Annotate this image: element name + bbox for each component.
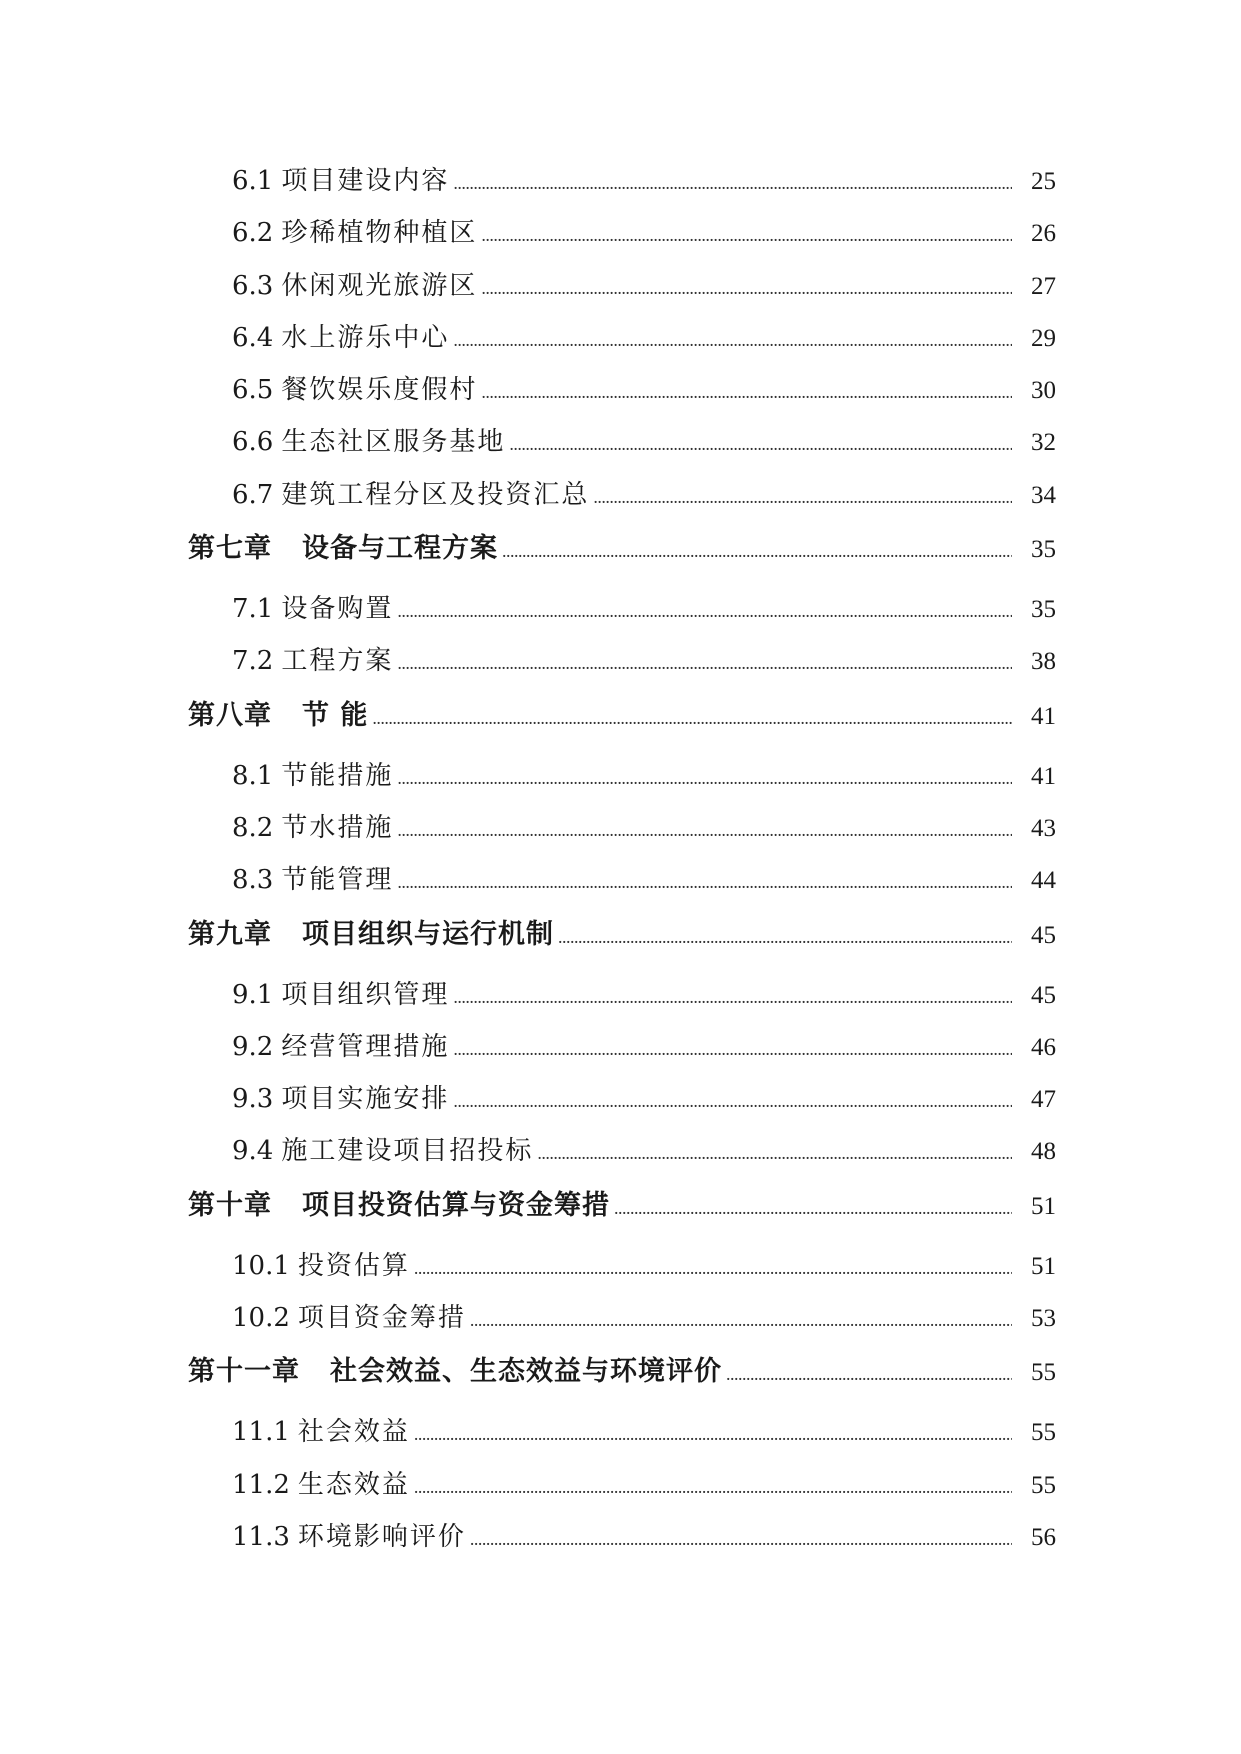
toc-section-entry[interactable] [188,974,1056,1026]
section-number: 6.7 [232,479,274,510]
dot-leader [453,1039,1012,1060]
section-number: 6.3 [232,270,274,301]
dot-leader [414,1258,1012,1279]
page-number: 45 [1031,921,1056,949]
section-number: 11.3 [232,1521,290,1552]
section-title: 项目建设内容 [281,166,450,196]
dot-leader [372,708,1012,729]
toc-section-entry[interactable] [188,1130,1056,1182]
chapter-number: 第十一章 [188,1356,300,1388]
chapter-number: 第七章 [188,533,272,565]
toc-section-entry[interactable] [188,1411,1056,1463]
page-number: 41 [1031,762,1056,790]
page-number: 27 [1031,272,1056,300]
section-number: 8.2 [232,812,274,843]
page-number: 25 [1031,168,1056,195]
section-title: 社会效益 [297,1417,410,1448]
chapter-title: 设备与工程方案 [302,533,498,565]
toc-section-entry[interactable] [188,588,1056,640]
section-number: 9.2 [232,1031,274,1062]
page-number: 55 [1031,1471,1056,1499]
page-number: 45 [1031,981,1056,1009]
section-number: 6.2 [232,218,274,249]
section-title: 设备购置 [281,594,394,625]
toc-section-entry[interactable] [188,369,1056,421]
table-of-contents [188,160,1056,1568]
section-number: 7.2 [232,646,274,677]
toc-section-entry[interactable] [188,1516,1056,1568]
section-number: 11.2 [232,1469,290,1500]
section-title: 项目组织管理 [281,979,450,1010]
dot-leader [453,987,1012,1008]
dot-leader [453,1091,1012,1112]
toc-section-entry[interactable] [188,474,1056,526]
section-number: 6.5 [232,375,274,406]
dot-leader [481,278,1012,299]
section-title: 水上游乐中心 [281,322,450,353]
dot-leader [481,382,1012,403]
toc-section-entry[interactable] [188,859,1056,911]
dot-leader [470,1529,1012,1550]
section-number: 9.4 [232,1136,274,1167]
page-number: 47 [1031,1086,1056,1114]
dot-leader [502,541,1012,562]
dot-leader [397,820,1012,841]
page-number: 46 [1031,1033,1056,1061]
page-number: 55 [1031,1359,1056,1387]
toc-section-entry[interactable] [188,640,1056,692]
page-number: 56 [1031,1523,1056,1551]
toc-chapter-entry[interactable] [188,1349,1056,1411]
section-title: 生态效益 [297,1469,410,1500]
chapter-title: 社会效益、生态效益与环境评价 [330,1356,722,1388]
toc-section-entry[interactable] [188,1078,1056,1130]
section-number: 6.4 [232,322,274,353]
section-title: 休闲观光旅游区 [281,270,478,301]
section-title: 投资估算 [297,1250,410,1281]
section-title: 施工建设项目招投标 [281,1136,534,1167]
toc-chapter-entry[interactable] [188,1183,1056,1245]
toc-section-entry[interactable] [188,421,1056,473]
section-title: 建筑工程分区及投资汇总 [281,479,590,510]
toc-section-entry[interactable] [188,807,1056,859]
toc-section-entry[interactable] [188,265,1056,317]
page-number: 35 [1031,536,1056,564]
section-number: 6.1 [232,166,274,196]
dot-leader [509,434,1012,455]
chapter-number: 第八章 [188,699,272,731]
chapter-title: 项目组织与运行机制 [302,918,554,950]
page-number: 32 [1031,429,1056,457]
section-title: 餐饮娱乐度假村 [281,375,478,406]
page-number: 43 [1031,814,1056,842]
chapter-number: 第九章 [188,918,272,950]
section-number: 8.1 [232,760,274,791]
section-title: 工程方案 [281,646,394,677]
page-number: 51 [1031,1252,1056,1280]
section-number: 8.3 [232,865,274,896]
chapter-number: 第十章 [188,1189,272,1221]
toc-section-entry[interactable] [188,1026,1056,1078]
section-number: 9.1 [232,979,274,1010]
section-title: 珍稀植物种植区 [281,218,478,249]
section-title: 项目资金筹措 [297,1303,466,1334]
toc-section-entry[interactable] [188,755,1056,807]
page-number: 30 [1031,377,1056,405]
page-number: 26 [1031,220,1056,248]
toc-section-entry[interactable] [188,160,1056,212]
section-number: 10.1 [232,1250,290,1281]
dot-leader [397,872,1012,893]
section-number: 10.2 [232,1303,290,1334]
dot-leader [397,601,1012,622]
page-number: 34 [1031,481,1056,509]
toc-section-entry[interactable] [188,317,1056,369]
dot-leader [593,487,1012,508]
page-number: 51 [1031,1192,1056,1220]
section-number: 9.3 [232,1084,274,1115]
toc-section-entry[interactable] [188,1464,1056,1516]
toc-section-entry[interactable] [188,1297,1056,1349]
section-number: 7.1 [232,594,274,625]
toc-chapter-entry[interactable] [188,526,1056,588]
dot-leader [414,1477,1012,1498]
toc-chapter-entry[interactable] [188,693,1056,755]
dot-leader [481,225,1012,246]
page-number: 41 [1031,702,1056,730]
section-title: 节水措施 [281,812,394,843]
dot-leader [614,1198,1012,1219]
dot-leader [537,1143,1012,1164]
section-title: 环境影响评价 [297,1521,466,1552]
page-number: 38 [1031,648,1056,676]
section-title: 经营管理措施 [281,1031,450,1062]
chapter-title: 项目投资估算与资金筹措 [302,1189,610,1221]
dot-leader [726,1364,1012,1385]
dot-leader [453,330,1012,351]
page-number: 53 [1031,1305,1056,1333]
toc-section-entry[interactable] [188,212,1056,264]
section-number: 6.6 [232,427,274,458]
dot-leader [470,1310,1012,1331]
toc-section-entry[interactable] [188,1245,1056,1297]
page-number: 48 [1031,1138,1056,1166]
section-number: 11.1 [232,1417,290,1448]
page-number: 29 [1031,324,1056,352]
toc-chapter-entry[interactable] [188,912,1056,974]
dot-leader [558,927,1012,948]
section-title: 生态社区服务基地 [281,427,506,458]
section-title: 节能措施 [281,760,394,791]
section-title: 项目实施安排 [281,1084,450,1115]
page-number: 44 [1031,867,1056,895]
dot-leader [397,768,1012,789]
dot-leader [397,653,1012,674]
page-number: 35 [1031,596,1056,624]
page-number: 55 [1031,1419,1056,1447]
chapter-title: 节 能 [302,699,369,731]
section-title: 节能管理 [281,865,394,896]
dot-leader [453,173,1012,194]
dot-leader [414,1424,1012,1445]
